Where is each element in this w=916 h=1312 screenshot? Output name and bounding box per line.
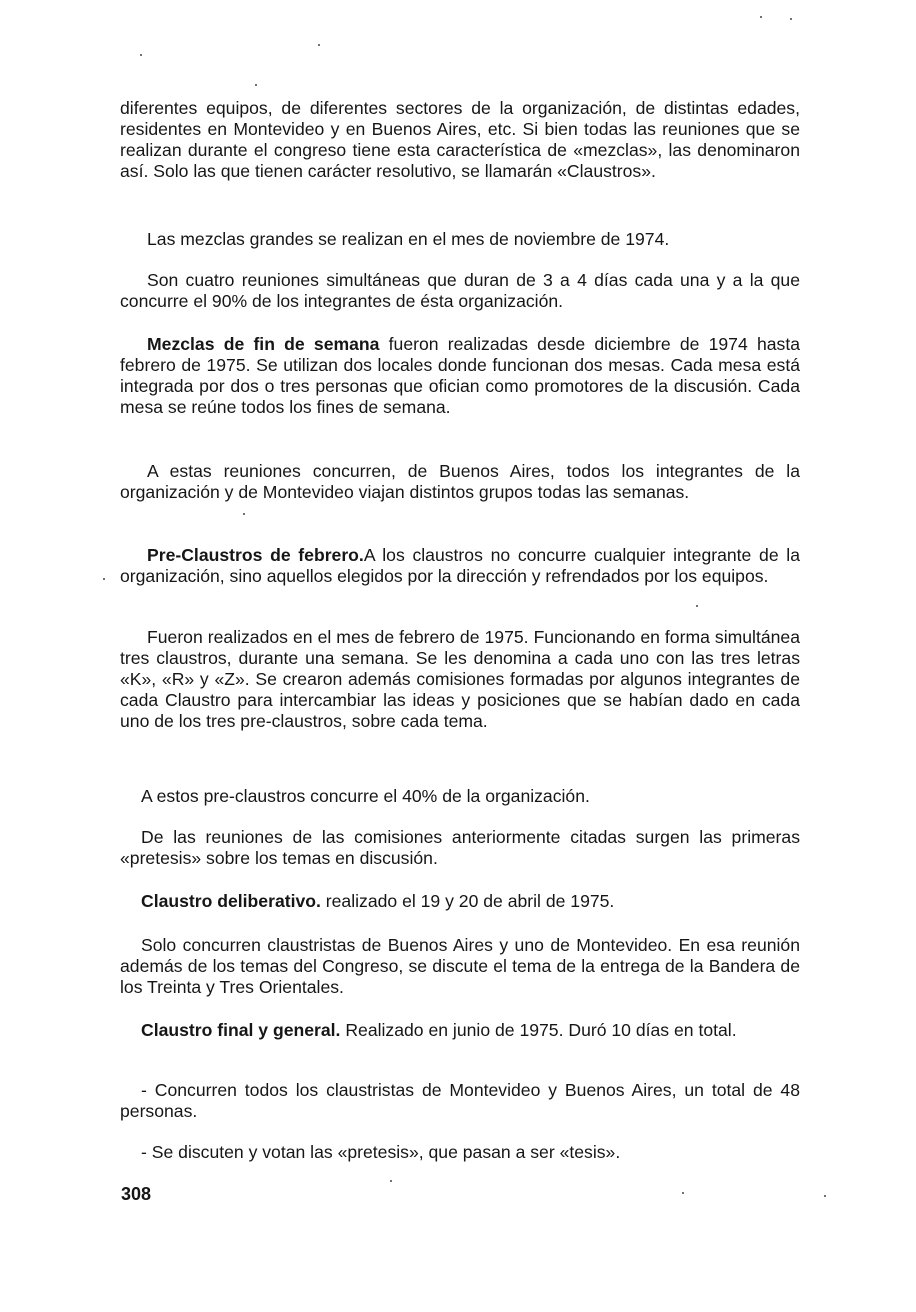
paragraph-2 (120, 229, 800, 250)
paragraph-9 (120, 827, 800, 869)
paragraph-6-text: A los claustros no concurre cualquier integrante de la organización, sino aquellos elegidos por la dirección y refrendados por los equipos. (120, 545, 800, 586)
scan-speck (140, 54, 142, 56)
scan-speck (682, 1192, 684, 1194)
paragraph-13 (120, 1080, 800, 1122)
paragraph-14 (120, 1142, 800, 1163)
scan-speck (390, 1180, 392, 1182)
paragraph-1 (120, 98, 800, 182)
scan-speck (103, 578, 105, 580)
paragraph-6-lead: Pre-Claustros de febrero. (147, 545, 364, 565)
scan-speck (696, 605, 698, 607)
paragraph-12-text: Realizado en junio de 1975. Duró 10 días en total. (340, 1020, 737, 1040)
paragraph-10-lead: Claustro deliberativo. (141, 891, 321, 911)
paragraph-10-text: realizado el 19 y 20 de abril de 1975. (320, 891, 615, 911)
page-number: 308 (121, 1184, 152, 1204)
paragraph-11-text: Solo concurren claustristas de Buenos Aires y uno de Montevideo. En esa reunión además de los temas del Congreso, se discute el tema de la entrega de la Bandera de los Treinta y Tres Orientales. (120, 935, 800, 997)
scan-speck (760, 16, 762, 18)
paragraph-3-text: Son cuatro reuniones simultáneas que duran de 3 a 4 días cada una y a la que concurre el 90% de los integrantes de ésta organización. (120, 270, 800, 311)
paragraph-2-text: Las mezclas grandes se realizan en el mes de noviembre de 1974. (147, 229, 670, 249)
paragraph-7-text: Fueron realizados en el mes de febrero de 1975. Funcionando en forma simultánea tres claustros, durante una semana. Se les denomina a cada uno con las tres letras «K», «R» y «Z». Se crearon además comisiones formadas por algunos integrantes de cada Claustro para intercambiar las ideas y posiciones que se habían dado en cada uno de los tres pre-claustros, sobre cada tema. (120, 627, 800, 731)
scan-speck (318, 44, 320, 46)
scan-speck (824, 1195, 826, 1197)
paragraph-5 (120, 461, 800, 503)
paragraph-4 (120, 334, 800, 418)
paragraph-11 (120, 935, 800, 998)
paragraph-4-lead: Mezclas de fin de semana (147, 334, 380, 354)
paragraph-8 (120, 786, 800, 807)
paragraph-9-text: De las reuniones de las comisiones anteriormente citadas surgen las primeras «pretesis» sobre los temas en discusión. (120, 827, 800, 868)
paragraph-12 (120, 1020, 800, 1041)
paragraph-5-text: A estas reuniones concurren, de Buenos Aires, todos los integrantes de la organización y de Montevideo viajan distintos grupos todas las semanas. (120, 461, 800, 502)
scan-speck (790, 18, 792, 20)
paragraph-12-lead: Claustro final y general. (141, 1020, 341, 1040)
paragraph-10 (120, 891, 800, 912)
paragraph-7 (120, 627, 800, 732)
scan-speck (255, 84, 257, 86)
scan-speck (243, 513, 245, 515)
paragraph-13-text: - Concurren todos los claustristas de Montevideo y Buenos Aires, un total de 48 personas. (120, 1080, 800, 1121)
paragraph-6 (120, 545, 800, 587)
paragraph-8-text: A estos pre-claustros concurre el 40% de la organización. (141, 786, 590, 806)
paragraph-14-text: - Se discuten y votan las «pretesis», que pasan a ser «tesis». (141, 1142, 621, 1162)
paragraph-4-text: fueron realizadas desde diciembre de 1974 hasta febrero de 1975. Se utilizan dos locales donde funcionan dos mesas. Cada mesa está integrada por dos o tres personas que ofician como promotores de la discusión. Cada mesa se reúne todos los fines de semana. (120, 334, 801, 417)
paragraph-3 (120, 270, 800, 312)
paragraph-1-text: diferentes equipos, de diferentes sectores de la organización, de distintas edades, residentes en Montevideo y en Buenos Aires, etc. Si bien todas las reuniones que se realizan durante el congreso tiene esta característica de «mezclas», las denominaron así. Solo las que tienen carácter resolutivo, se llamarán «Claustros». (120, 98, 800, 181)
